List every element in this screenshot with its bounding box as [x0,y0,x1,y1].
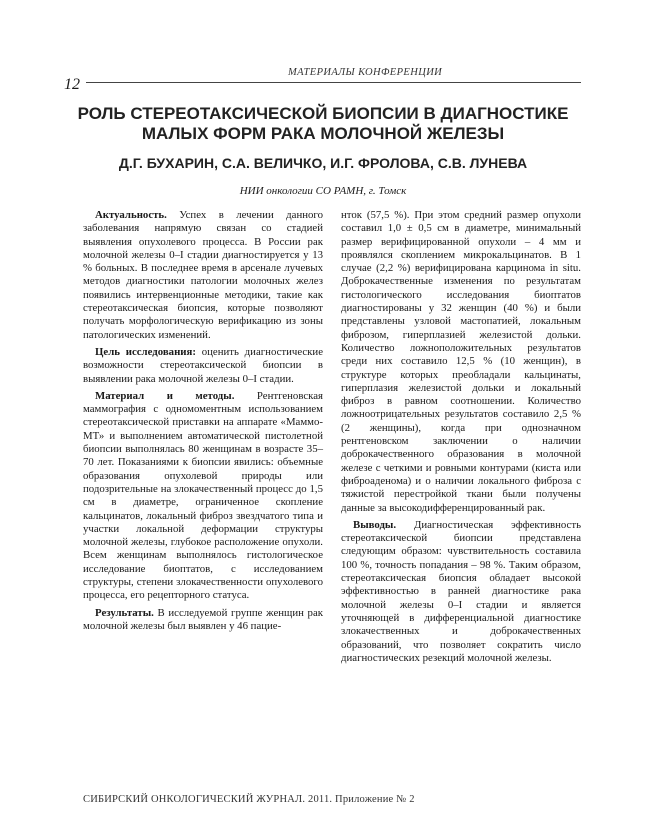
article-authors: Д.Г. БУХАРИН, С.А. ВЕЛИЧКО, И.Г. ФРОЛОВА, С.В. ЛУНЕВА [118,155,528,171]
text-column-right [341,209,581,669]
conclusions-label: Выводы. [353,518,397,531]
relevance-text: Успех в лечении данного заболевания напрямую связан со стадией выявления опухолевого процесса. В России рак молочной железы 0–I стадии диагностируется у 13 % больных. В последнее время в арсенале лучевых методов диагностики патологии молочных желез появились интервенционные методики, такие как стереотаксическая биопсия, которые позволяют получать морфологическую верификацию из зоны патологических изменений. [83,209,323,341]
paragraph-aim [83,346,323,386]
article-title [60,104,586,144]
running-head: МАТЕРИАЛЫ КОНФЕРЕНЦИИ [288,67,443,78]
article-institution: НИИ онкологии СО РАМН, г. Томск [239,185,407,197]
results-text-left: В исследуемой группе женщин рак молочной железы был выявлен у 46 пацие- [83,606,323,632]
aim-label: Цель исследования: [95,345,196,358]
results-text-right: нток (57,5 %). При этом средний размер опухоли составил 1,0 ± 0,5 см в диаметре, минимальный размер верифицированной опухоли – 4 мм и проявлялся скоплением микрокальцинатов. В 1 случае (2,2 %) верифицирована карцинома in situ. Доброкачественные изменения по результатам гистологического исследования биоптатов диагностированы у 32 женщин (40 %) и были представлены узловой мастопатией, локальным фиброзом, гиперплазией железистой дольки. Количество ложноположительных результатов среди них составило 12,5 % (10 женщин), в структуре которых преобладали кальцинаты, гиперплазия железистой дольки и локальный фиброз в равном соотношении. Количество ложноотрицательных результатов составило 2,5 % (2 женщины), когда при однозначном рентгеновском заключении о наличии доброкачественного образования в молочной железе с четкими и ровными контурами (киста или фиброаденома) и о наличии локального фиброза с тяжистой перестройкой ткани были получены данные за высокодифференцированный рак. [341,209,581,514]
paragraph-conclusions [341,519,581,665]
results-label: Результаты. [95,606,154,619]
journal-footer: СИБИРСКИЙ ОНКОЛОГИЧЕСКИЙ ЖУРНАЛ. 2011. Приложение № 2 [83,794,415,805]
methods-label: Материал и методы. [95,389,235,402]
paragraph-results [83,607,323,634]
aim-text: оценить диагностические возможности стереотаксической биопсии в выявлении рака молочной железы 0–I стадии. [83,345,323,385]
header-rule [86,82,581,83]
conclusions-text: Диагностическая эффективность стереотаксической биопсии представлена следующим образом: чувствительность составила 100 %, точность попадания – 98 %. Таким образом, стереотаксическая биопсия обладает высокой эффективностью в ранней диагностике рака молочной железы 0–I стадии и является уточняющей в дифференциальной диагностике злокачественных и доброкачественных образований, что позволяет сократить число диагностических резекций молочной железы. [341,518,581,664]
page-number: 12 [64,76,80,93]
article-title-line-1: РОЛЬ СТЕРЕОТАКСИЧЕСКОЙ БИОПСИИ В ДИАГНОСТИКЕ [77,104,569,123]
text-column-left [83,209,323,637]
paragraph-methods [83,390,323,603]
paragraph-relevance [83,209,323,342]
article-title-line-2: МАЛЫХ ФОРМ РАКА МОЛОЧНОЙ ЖЕЛЕЗЫ [141,124,505,143]
relevance-label: Актуальность. [95,209,167,221]
methods-text: Рентгеновская маммография с одномоментным использованием стереотаксической приставки на аппарате «Маммо-МТ» и выполнением автоматической пистолетной биопсии выполнялась 80 женщинам в возрасте 35–70 лет. Показаниями к биопсии явились: объемные образования опухолевой природы или подозрительные на злокачественный процесс до 1,5 см в диаметре, ограниченное скопление кальцинатов, локальный фиброз звездчатого типа и участки локальной деформации структуры молочной железы, глубокое расположение опухоли. Всем женщинам выполнялось гистологическое исследование биоптатов, с исследованием структуры, степени злокачественности опухолевого процесса, его рецепторного статуса. [83,389,323,602]
paragraph-results-continued [341,209,581,515]
